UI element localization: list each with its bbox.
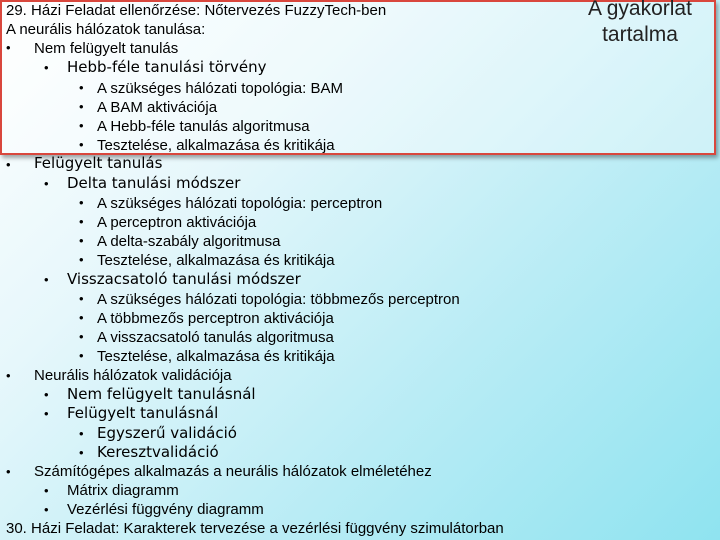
bullet-icon: • [6, 157, 11, 172]
outline-line: 30. Házi Feladat: Karakterek tervezése a vezérlési függvény szimulátorban [6, 520, 504, 537]
outline-line: Neurális hálózatok validációja [34, 367, 232, 384]
bullet-icon: • [44, 60, 49, 75]
bullet-icon: • [6, 40, 11, 55]
bullet-icon: • [79, 310, 84, 325]
bullet-icon: • [44, 272, 49, 287]
outline-line: Visszacsatoló tanulási módszer [67, 270, 301, 288]
bullet-icon: • [79, 118, 84, 133]
bullet-icon: • [44, 406, 49, 421]
outline-line: Felügyelt tanulás [34, 154, 163, 172]
outline-line: A delta-szabály algoritmusa [97, 233, 281, 250]
bullet-icon: • [79, 233, 84, 248]
outline-line: Vezérlési függvény diagramm [67, 501, 264, 518]
bullet-icon: • [44, 176, 49, 191]
outline-line: A visszacsatoló tanulás algoritmusa [97, 329, 334, 346]
outline-line: Tesztelése, alkalmazása és kritikája [97, 137, 335, 154]
outline-line: A neurális hálózatok tanulása: [6, 21, 206, 38]
bullet-icon: • [44, 387, 49, 402]
bullet-icon: • [6, 368, 11, 383]
outline-line: Felügyelt tanulásnál [67, 404, 219, 422]
outline-line: Delta tanulási módszer [67, 174, 241, 192]
corner-title-line-1: A gyakorlat [588, 0, 692, 20]
bullet-icon: • [44, 502, 49, 517]
corner-title [560, 0, 720, 48]
outline-line: A BAM aktivációja [97, 99, 218, 116]
outline-line: Számítógépes alkalmazás a neurális hálózatok elméletéhez [34, 463, 432, 480]
outline-line: Nem felügyelt tanulásnál [67, 385, 256, 403]
outline-line: A Hebb-féle tanulás algoritmusa [97, 118, 310, 135]
outline-line: A szükséges hálózati topológia: BAM [97, 80, 343, 97]
outline-line: Keresztvalidáció [97, 443, 219, 461]
bullet-icon: • [79, 80, 84, 95]
outline-line: Egyszerű validáció [97, 424, 237, 442]
corner-title-line-2: tartalma [602, 23, 678, 46]
outline-line: Hebb-féle tanulási törvény [67, 58, 267, 76]
bullet-icon: • [79, 252, 84, 267]
bullet-icon: • [79, 137, 84, 152]
bullet-icon: • [79, 329, 84, 344]
bullet-icon: • [79, 214, 84, 229]
outline-line: Tesztelése, alkalmazása és kritikája [97, 348, 335, 365]
outline-line: 29. Házi Feladat ellenőrzése: Nőtervezés FuzzyTech-ben [6, 2, 387, 19]
outline-line: Nem felügyelt tanulás [34, 40, 179, 57]
bullet-icon: • [79, 445, 84, 460]
bullet-icon: • [79, 291, 84, 306]
outline-line: Mátrix diagramm [67, 482, 179, 499]
bullet-icon: • [6, 464, 11, 479]
outline-line: A többmezős perceptron aktivációja [97, 310, 334, 327]
bullet-icon: • [79, 99, 84, 114]
bullet-icon: • [79, 348, 84, 363]
outline-line: A szükséges hálózati topológia: többmezős perceptron [97, 291, 460, 308]
outline-line: A szükséges hálózati topológia: perceptron [97, 195, 383, 212]
bullet-icon: • [79, 195, 84, 210]
bullet-icon: • [79, 426, 84, 441]
outline-line: Tesztelése, alkalmazása és kritikája [97, 252, 335, 269]
bullet-icon: • [44, 483, 49, 498]
outline-line: A perceptron aktivációja [97, 214, 257, 231]
